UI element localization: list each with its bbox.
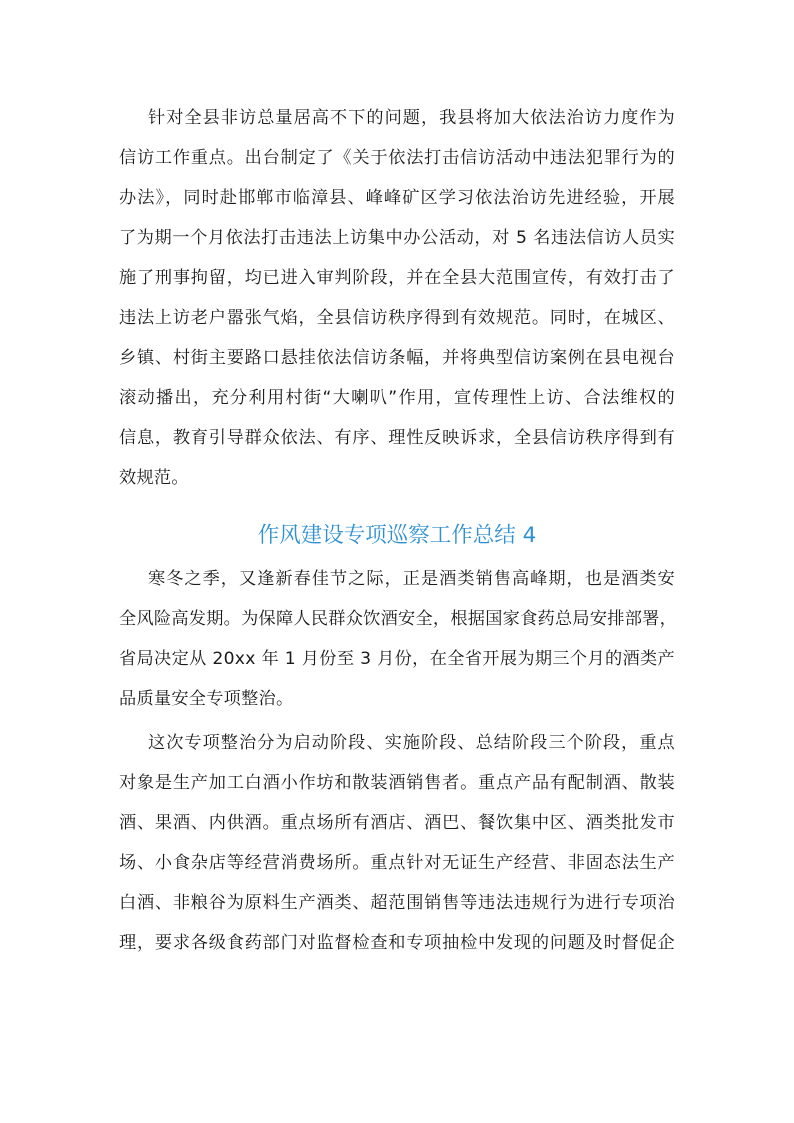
paragraph-line: 信访工作重点。出台制定了《关于依法打击信访活动中违法犯罪行为的 <box>119 148 675 168</box>
paragraph-line: 理，要求各级食药部门对监督检查和专项抽检中发现的问题及时督促企 <box>119 933 675 953</box>
paragraph-line: 乡镇、村街主要路口悬挂依法信访条幅，并将典型信访案例在县电视台 <box>119 348 675 368</box>
paragraph-line: 针对全县非访总量居高不下的问题，我县将加大依法治访力度作为 <box>148 108 675 128</box>
paragraph-line: 寒冬之季，又逢新春佳节之际，正是酒类销售高峰期，也是酒类安 <box>148 569 675 589</box>
paragraph-line: 办法》，同时赴邯郸市临漳县、峰峰矿区学习依法治访先进经验，开展 <box>119 188 675 208</box>
paragraph-line: 信息，教育引导群众依法、有序、理性反映诉求，全县信访秩序得到有 <box>119 428 675 448</box>
paragraph-line: 这次专项整治分为启动阶段、实施阶段、总结阶段三个阶段，重点 <box>148 733 675 753</box>
paragraph-line: 施了刑事拘留，均已进入审判阶段，并在全县大范围宣传，有效打击了 <box>119 268 675 288</box>
section-heading: 作风建设专项巡察工作总结 4 <box>257 523 537 548</box>
paragraph-line: 白酒、非粮谷为原料生产酒类、超范围销售等违法违规行为进行专项治 <box>119 893 675 913</box>
paragraph-line: 品质量安全专项整治。 <box>119 689 294 709</box>
paragraph-line: 了为期一个月依法打击违法上访集中办公活动，对 5 名违法信访人员实 <box>119 228 675 248</box>
paragraph-line: 全风险高发期。为保障人民群众饮酒安全，根据国家食药总局安排部署， <box>119 609 678 629</box>
paragraph-line: 对象是生产加工白酒小作坊和散装酒销售者。重点产品有配制酒、散装 <box>119 773 675 793</box>
paragraph-line: 效规范。 <box>119 468 189 488</box>
paragraph-line: 违法上访老户嚣张气焰，全县信访秩序得到有效规范。同时，在城区、 <box>119 308 675 328</box>
paragraph-line: 酒、果酒、内供酒。重点场所有酒店、酒巴、餐饮集中区、酒类批发市 <box>119 813 675 833</box>
paragraph-line: 省局决定从 20xx 年 1 月份至 3 月份，在全省开展为期三个月的酒类产 <box>119 649 675 669</box>
paragraph-line: 场、小食杂店等经营消费场所。重点针对无证生产经营、非固态法生产 <box>119 853 675 873</box>
paragraph-line: 滚动播出，充分利用村街“大喇叭”作用，宣传理性上访、合法维权的 <box>119 388 675 408</box>
